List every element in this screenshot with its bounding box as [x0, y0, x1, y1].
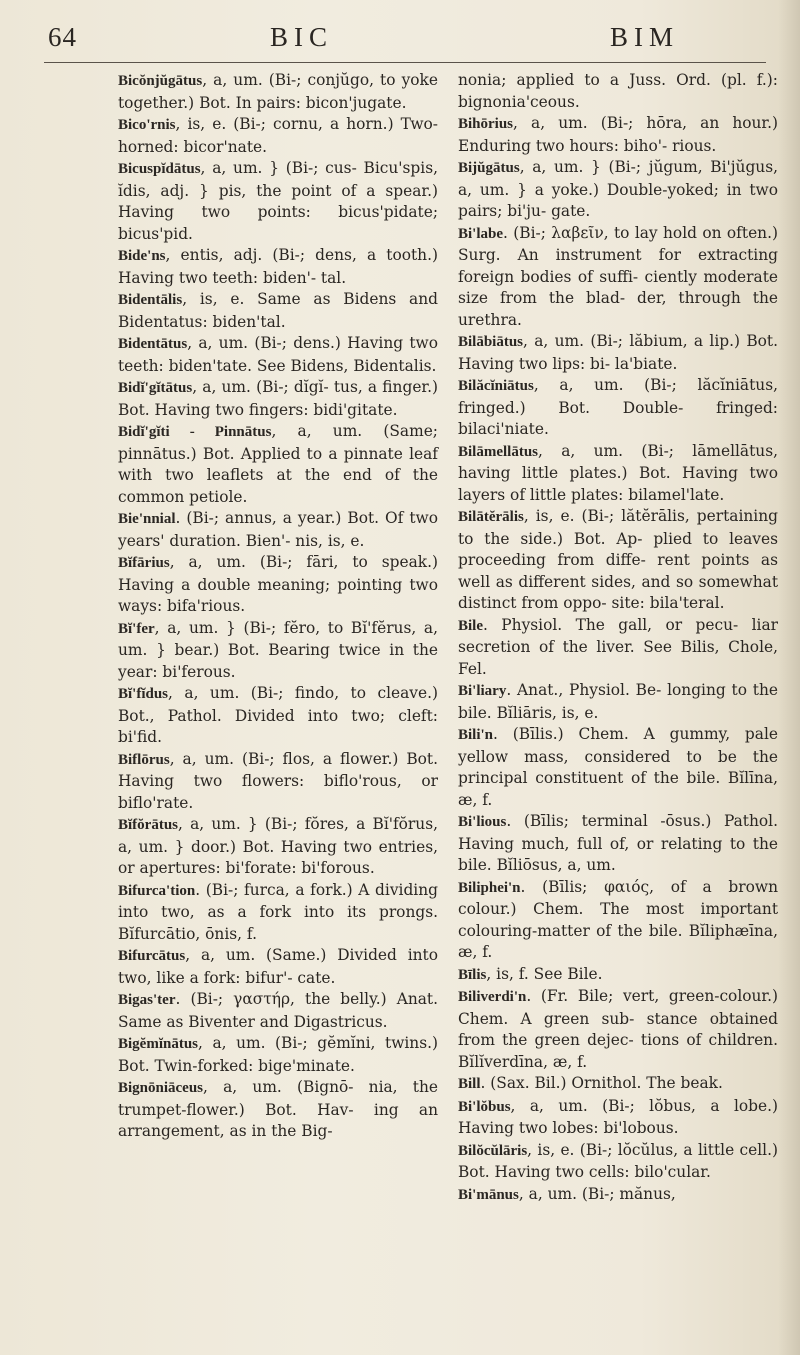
- entry-headword: Bicuspĭdātus: [118, 161, 201, 177]
- dictionary-entry: Bīlis, is, f. See Bile.: [458, 964, 603, 983]
- dictionary-entry: Biflōrus, a, um. (Bi-; flos, a flower.) Bot. Having two flowers: biflo'rous, or biflo'rate.: [118, 749, 438, 812]
- left-column: [118, 70, 438, 1143]
- entry-headword: Bifurca'tion: [118, 882, 196, 899]
- entry-headword: Bi'liary: [458, 683, 507, 699]
- entry-headword: Bi'mānus: [458, 1186, 519, 1203]
- entry-headword: Bidĭ'gĭti - Pinnātus: [118, 424, 272, 440]
- dictionary-entry: Bilăcĭniātus, a, um. (Bi-; lăcĭniātus, fringed.) Bot. Double- fringed: bilaci'niate.: [458, 376, 778, 438]
- dictionary-entry: Biliphei'n. (Bīlis; φαιός, of a brown colour.) Chem. The most important colouring-matter of the bile. Bĭliphæīna, æ, f.: [458, 877, 778, 961]
- entry-headword: Bidentālis: [118, 292, 183, 308]
- page-number: 64: [48, 22, 77, 52]
- entry-headword: Bilŏcŭlāris: [458, 1142, 528, 1159]
- entry-headword: Bi'lious: [458, 814, 507, 830]
- dictionary-entry: Bĭ'fĭdus, a, um. (Bi-; findo, to cleave.) Bot., Pathol. Divided into two; cleft: bi'fid.: [118, 684, 438, 746]
- dictionary-entry: Bĭ'fer, a, um. } (Bi-; fĕro, to Bĭ'fĕrus, a, um. } bear.) Bot. Bearing twice in the year: bi'ferous.: [118, 618, 438, 681]
- dictionary-entry: Bi'lŏbus, a, um. (Bi-; lŏbus, a lobe.) Having two lobes: bi'lobous.: [458, 1096, 778, 1137]
- dictionary-entry: Bill. (Sax. Bil.) Ornithol. The beak.: [458, 1074, 723, 1092]
- dictionary-entry: Bidentālis, is, e. Same as Bidens and Bidentatus: biden'tal.: [118, 290, 438, 331]
- entry-headword: Bilăcĭniātus: [458, 378, 534, 394]
- dictionary-entry: Bile. Physiol. The gall, or pecu- liar secretion of the liver. See Bilis, Chole, Fel.: [458, 615, 778, 678]
- left-guide-word: BIC: [270, 22, 334, 52]
- entry-headword: Bĭ'fer: [118, 620, 155, 637]
- dictionary-entry: Bihōrius, a, um. (Bi-; hōra, an hour.) Enduring two hours: biho'- rious.: [458, 114, 778, 155]
- entry-headword: Bĭ'fĭdus: [118, 686, 169, 702]
- dictionary-entry: Bi'labe. (Bi-; λαβεῖν, to lay hold on often.) Surg. An instrument for extracting foreign bodies of suffi- ciently moderate size from the blad- der, through the urethra.: [458, 223, 778, 329]
- dictionary-entry: Bi'liary. Anat., Physiol. Be- longing to the bile. Bĭliāris, is, e.: [458, 681, 778, 722]
- dictionary-entry: Biliverdi'n. (Fr. Bile; vert, green-colour.) Chem. A green sub- stance obtained from the green dejec- tions of children. Bĭlĭverdīna, æ, f.: [458, 987, 778, 1071]
- entry-headword: Bifurcātus: [118, 948, 186, 964]
- entry-headword: Bie'nnial: [118, 511, 176, 527]
- dictionary-entry: Bidentātus, a, um. (Bi-; dens.) Having two teeth: biden'tate. See Bidens, Bidentalis.: [118, 334, 438, 375]
- dictionary-entry: Bide'ns, entis, adj. (Bi-; dens, a tooth.) Having two teeth: biden'- tal.: [118, 246, 438, 287]
- dictionary-entry: Bilāmellātus, a, um. (Bi-; lāmellātus, having little plates.) Bot. Having two layers of little plates: bilamel'late.: [458, 441, 778, 504]
- dictionary-entry: Bidĭ'gĭtātus, a, um. (Bi-; dĭgĭ- tus, a finger.) Bot. Having two fingers: bidi'gitate.: [118, 378, 438, 419]
- entry-headword: Biflōrus: [118, 751, 170, 768]
- entry-headword: Bĭfŏrātus: [118, 817, 178, 833]
- dictionary-entry: Bilātĕrālis, is, e. (Bi-; lătĕrālis, pertaining to the side.) Bot. Ap- plied to leaves proceeding from diffe- rent points as well as different sides, and so somewhat distinct from oppo- site: bila'teral.: [458, 507, 778, 612]
- entry-headword: Biliphei'n: [458, 879, 521, 896]
- dictionary-entry: nonia; applied to a Juss. Ord. (pl. f.): bignonia'ceous.: [458, 71, 778, 111]
- dictionary-entry: Bico'rnis, is, e. (Bi-; cornu, a horn.) Two-horned: bicor'nate.: [118, 115, 438, 156]
- entry-headword: Bigĕmĭnātus: [118, 1036, 199, 1052]
- entry-headword: Bico'rnis: [118, 117, 176, 133]
- dictionary-entry: Bifurca'tion. (Bi-; furca, a fork.) A dividing into two, as a fork into its prongs. Bĭfurcātio, ōnis, f.: [118, 880, 438, 943]
- entry-headword: Bide'ns: [118, 248, 166, 264]
- entry-headword: Bidentātus: [118, 336, 188, 352]
- entry-headword: Bigas'ter: [118, 992, 176, 1008]
- page-edge-shadow: [778, 0, 800, 1355]
- dictionary-entry: Bĭfārius, a, um. (Bi-; fāri, to speak.) Having a double meaning; pointing two ways: bifa'rious.: [118, 553, 438, 615]
- entry-headword: Bile: [458, 617, 483, 634]
- entry-headword: Biliverdi'n: [458, 989, 527, 1005]
- dictionary-entry: Bijŭgātus, a, um. } (Bi-; jŭgum, Bi'jŭgus, a, um. } a yoke.) Double-yoked; in two pairs; bi'ju- gate.: [458, 158, 778, 220]
- entry-headword: Bilābiātus: [458, 334, 524, 350]
- dictionary-entry: Bigĕmĭnātus, a, um. (Bi-; gĕmĭni, twins.) Bot. Twin-forked: bige'minate.: [118, 1034, 438, 1075]
- dictionary-entry: Bidĭ'gĭti - Pinnātus, a, um. (Same; pinnātus.) Bot. Applied to a pinnate leaf with two leaflets at the end of the common petiole.: [118, 422, 438, 506]
- dictionary-entry: Bilŏcŭlāris, is, e. (Bi-; lŏcŭlus, a little cell.) Bot. Having two cells: bilo'cular.: [458, 1140, 778, 1181]
- dictionary-entry: Bicuspĭdātus, a, um. } (Bi-; cus- Bicu'spis, ĭdis, adj. } pis, the point of a spear.) Having two points: bicus'pidate; bicus'pid.: [118, 159, 438, 243]
- entry-headword: Bilāmellātus: [458, 443, 539, 460]
- entry-headword: Bihōrius: [458, 116, 514, 132]
- dictionary-entry: Bicŏnjŭgātus, a, um. (Bi-; conjŭgo, to yoke together.) Bot. In pairs: bicon'jugate.: [118, 71, 438, 112]
- page-header: [40, 12, 778, 56]
- entry-headword: Bili'n: [458, 727, 494, 743]
- dictionary-entry: Bili'n. (Bīlis.) Chem. A gummy, pale yellow mass, considered to be the principal constituent of the bile. Bĭlīna, æ, f.: [458, 725, 778, 809]
- entry-headword: Bi'labe: [458, 225, 504, 242]
- entry-headword: Bignōniāceus: [118, 1080, 204, 1096]
- entry-headword: Bijŭgātus: [458, 160, 520, 176]
- dictionary-entry: Bi'lious. (Bīlis; terminal -ōsus.) Pathol. Having much, full of, or relating to the bile. Bĭliōsus, a, um.: [458, 812, 778, 874]
- dictionary-entry: Bie'nnial. (Bi-; annus, a year.) Bot. Of two years' duration. Bien'- nis, is, e.: [118, 509, 438, 550]
- dictionary-entry: Bĭfŏrātus, a, um. } (Bi-; fŏres, a Bĭ'fŏrus, a, um. } door.) Bot. Having two entries, or apertures: bi'forate: bi'forous.: [118, 815, 438, 877]
- dictionary-entry: Bignōniāceus, a, um. (Bignō- nia, the trumpet-flower.) Bot. Hav- ing an arrangement, as in the Big-: [118, 1078, 438, 1140]
- right-column: [458, 70, 778, 1206]
- entry-headword: Bīlis: [458, 966, 487, 983]
- entry-headword: Bi'lŏbus: [458, 1098, 511, 1115]
- dictionary-entry: Bifurcātus, a, um. (Same.) Divided into two, like a fork: bifur'- cate.: [118, 946, 438, 987]
- entry-headword: Bicŏnjŭgātus: [118, 73, 203, 89]
- right-guide-word: BIM: [610, 22, 680, 52]
- entry-headword: Bill: [458, 1076, 481, 1092]
- header-rule: [44, 62, 766, 63]
- dictionary-entry: Bigas'ter. (Bi-; γαστήρ, the belly.) Anat. Same as Biventer and Digastricus.: [118, 990, 438, 1031]
- entry-headword: Bilātĕrālis: [458, 509, 524, 525]
- entry-headword: Bidĭ'gĭtātus: [118, 380, 193, 396]
- dictionary-entry: Bilābiātus, a, um. (Bi-; lăbium, a lip.) Bot. Having two lips: bi- la'biate.: [458, 332, 778, 373]
- entry-headword: Bĭfārius: [118, 555, 170, 571]
- dictionary-entry: Bi'mānus, a, um. (Bi-; mănus,: [458, 1184, 676, 1203]
